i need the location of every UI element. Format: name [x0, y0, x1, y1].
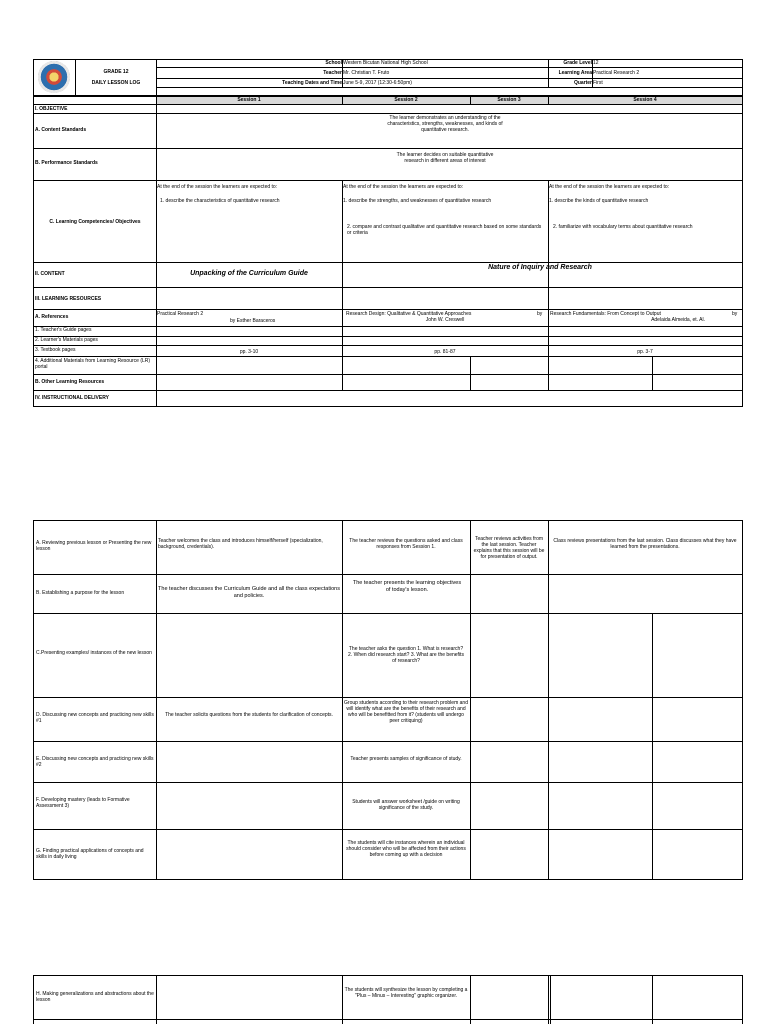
row-b-session-1: The teacher discusses the Curriculum Guide and all the class expectations and policies. [158, 586, 340, 599]
row-a-session-2: The teacher reviews the questions asked and class responses from Session 1. [349, 538, 463, 550]
performance-standards-text: The learner decides on suitable quantitative research in different areas of interest [396, 152, 494, 164]
ref2-title: Research Design: Qualitative & Quantitative Approaches [346, 311, 472, 317]
ref1-title: Practical Research 2 [157, 311, 204, 317]
content-heading: II. CONTENT [35, 271, 65, 277]
teacher-value: Mr. Christian T. Fruto [343, 70, 390, 76]
ref1-author: by Esther Baraceros [230, 318, 276, 324]
row-f-session-2: Students will answer worksheet /guide on writing significance of the study. [352, 799, 460, 811]
school-label: School [325, 60, 342, 66]
textbook-pages-1: pp. 3-10 [239, 349, 259, 355]
ref4-author: Adelaida Almeida, et. Al. [651, 317, 705, 323]
learning-area-value: Practical Research 2 [593, 70, 640, 76]
row-c-session-2: The teacher asks the question 1. What is research? 2. When did research start? 3. What are the benefits of research? [348, 646, 464, 664]
row-a-session-1: Teacher welcomes the class and introduces himself/herself (specialization, background, credentials). [158, 538, 323, 550]
row-f-label: F. Developing mastery (leads to Formative Assessment 3) [36, 797, 130, 809]
quarter-label: Quarter [573, 80, 592, 86]
comp-2a: 1. describe the strengths, and weaknesses of quantitative research [343, 198, 492, 204]
row-d-session-2: Group students according to their research problem and will identify what are the benefits of their research and who will be benefitted from it? (students will undergo peer critiquing) [344, 700, 468, 724]
competencies-label: C. Learning Competencies/ Objectives [49, 219, 141, 225]
row-a-session-3: Teacher reviews activities from the last session. Teacher explains that this session will be for presentation of output. [473, 536, 545, 560]
row-e-label: E. Discussing new concepts and practicing new skills #2 [36, 756, 154, 768]
school-value: Western Bicutan National High School [343, 60, 428, 66]
grade-title: GRADE 12 [103, 69, 129, 75]
ref2-by: by [537, 311, 543, 317]
comp-4a: 1. describe the kinds of quantitative research [549, 198, 649, 204]
additional-materials-label: 4. Additional Materials from Learning Resource (LR) portal [35, 358, 151, 370]
session-1-header: Session 1 [237, 97, 261, 103]
session-2-header: Session 2 [394, 97, 418, 103]
comp-2b: 2. compare and contrast qualitative and quantitative research based on some standards or criteria [347, 224, 542, 236]
textbook-pages-label: 3. Textbook pages [35, 347, 76, 353]
ref2-author: John W. Creswell [425, 317, 465, 323]
grade-level-value: 12 [593, 60, 599, 66]
row-e-session-2: Teacher presents samples of significance of study. [350, 756, 462, 762]
learning-area-label: Learning Area [558, 70, 592, 76]
content-standards-label: A. Content Standards [35, 127, 87, 133]
deped-seal-logo [38, 61, 70, 93]
session-4-header: Session 4 [633, 97, 657, 103]
quarter-value: First [593, 80, 603, 86]
ref4-title: Research Fundamentals: From Concept to Output [550, 311, 661, 317]
comp-intro-2: At the end of the session the learners are expected to: [343, 184, 464, 190]
row-b-session-2: The teacher presents the learning objectives of today's lesson. [352, 580, 462, 593]
grade-level-label: Grade Level [563, 60, 592, 66]
comp-intro-4: At the end of the session the learners are expected to: [549, 184, 670, 190]
references-label: A. References [35, 314, 69, 320]
row-g-label: G. Finding practical applications of concepts and skills in daily living [36, 848, 144, 860]
row-h-label: H. Making generalizations and abstractions about the lesson [36, 991, 154, 1003]
performance-standards-label: B. Performance Standards [35, 160, 98, 166]
textbook-pages-4: pp. 3-7 [637, 349, 653, 355]
row-c-label: C.Presenting examples/ instances of the new lesson [36, 650, 152, 656]
row-b-label: B. Establishing a purpose for the lesson [36, 590, 125, 596]
teachers-guide-label: 1. Teacher's Guide pages [35, 327, 92, 333]
comp-4b: 2. familiarize with vocabulary terms about quantitative research [553, 224, 693, 230]
comp-intro-1: At the end of the session the learners are expected to: [157, 184, 278, 190]
learning-resources-heading: III. LEARNING RESOURCES [35, 296, 102, 302]
teacher-label: Teacher [323, 70, 342, 76]
textbook-pages-2: pp. 81-87 [434, 349, 456, 355]
row-d-label: D. Discussing new concepts and practicing new skills #1 [36, 712, 154, 724]
content-session-2: Nature of Inquiry and Research [488, 264, 592, 271]
learners-materials-label: 2. Learner's Materials pages [35, 337, 98, 343]
log-title: DAILY LESSON LOG [91, 80, 141, 86]
dates-value: June 5-9, 2017 (12:30-6:50pm) [343, 80, 412, 86]
row-g-session-2: The students will cite instances wherein an individual should consider who will be affected from their actions before coming up with a decision [346, 840, 466, 858]
instructional-delivery-heading: IV. INSTRUCTIONAL DELIVERY [35, 395, 109, 401]
other-resources-label: B. Other Learning Resources [35, 379, 105, 385]
row-a-session-4: Class reviews presentations from the last session. Class discusses what they have learned from the presentations. [553, 538, 737, 550]
content-session-1: Unpacking of the Curriculum Guide [190, 270, 308, 277]
row-h-session-2: The students will synthesize the lesson by completing a "Plus – Minus – Interesting" graphic organizer. [344, 987, 468, 999]
ref4-by: by [732, 311, 738, 317]
dates-label: Teaching Dates and Time [282, 80, 342, 86]
comp-1: 1. describe the characteristics of quantitative research [160, 198, 280, 204]
objective-heading: I. OBJECTIVE [35, 106, 68, 112]
session-3-header: Session 3 [497, 97, 521, 103]
content-standards-text: The learner demonstrates an understanding of the characteristics, strengths, weaknesses, and kinds of quantitative research. [387, 115, 503, 133]
row-d-session-1: The teacher solicits questions from the students for clarification of concepts. [165, 712, 333, 718]
row-a-label: A. Reviewing previous lesson or Presenting the new lesson [36, 540, 152, 552]
